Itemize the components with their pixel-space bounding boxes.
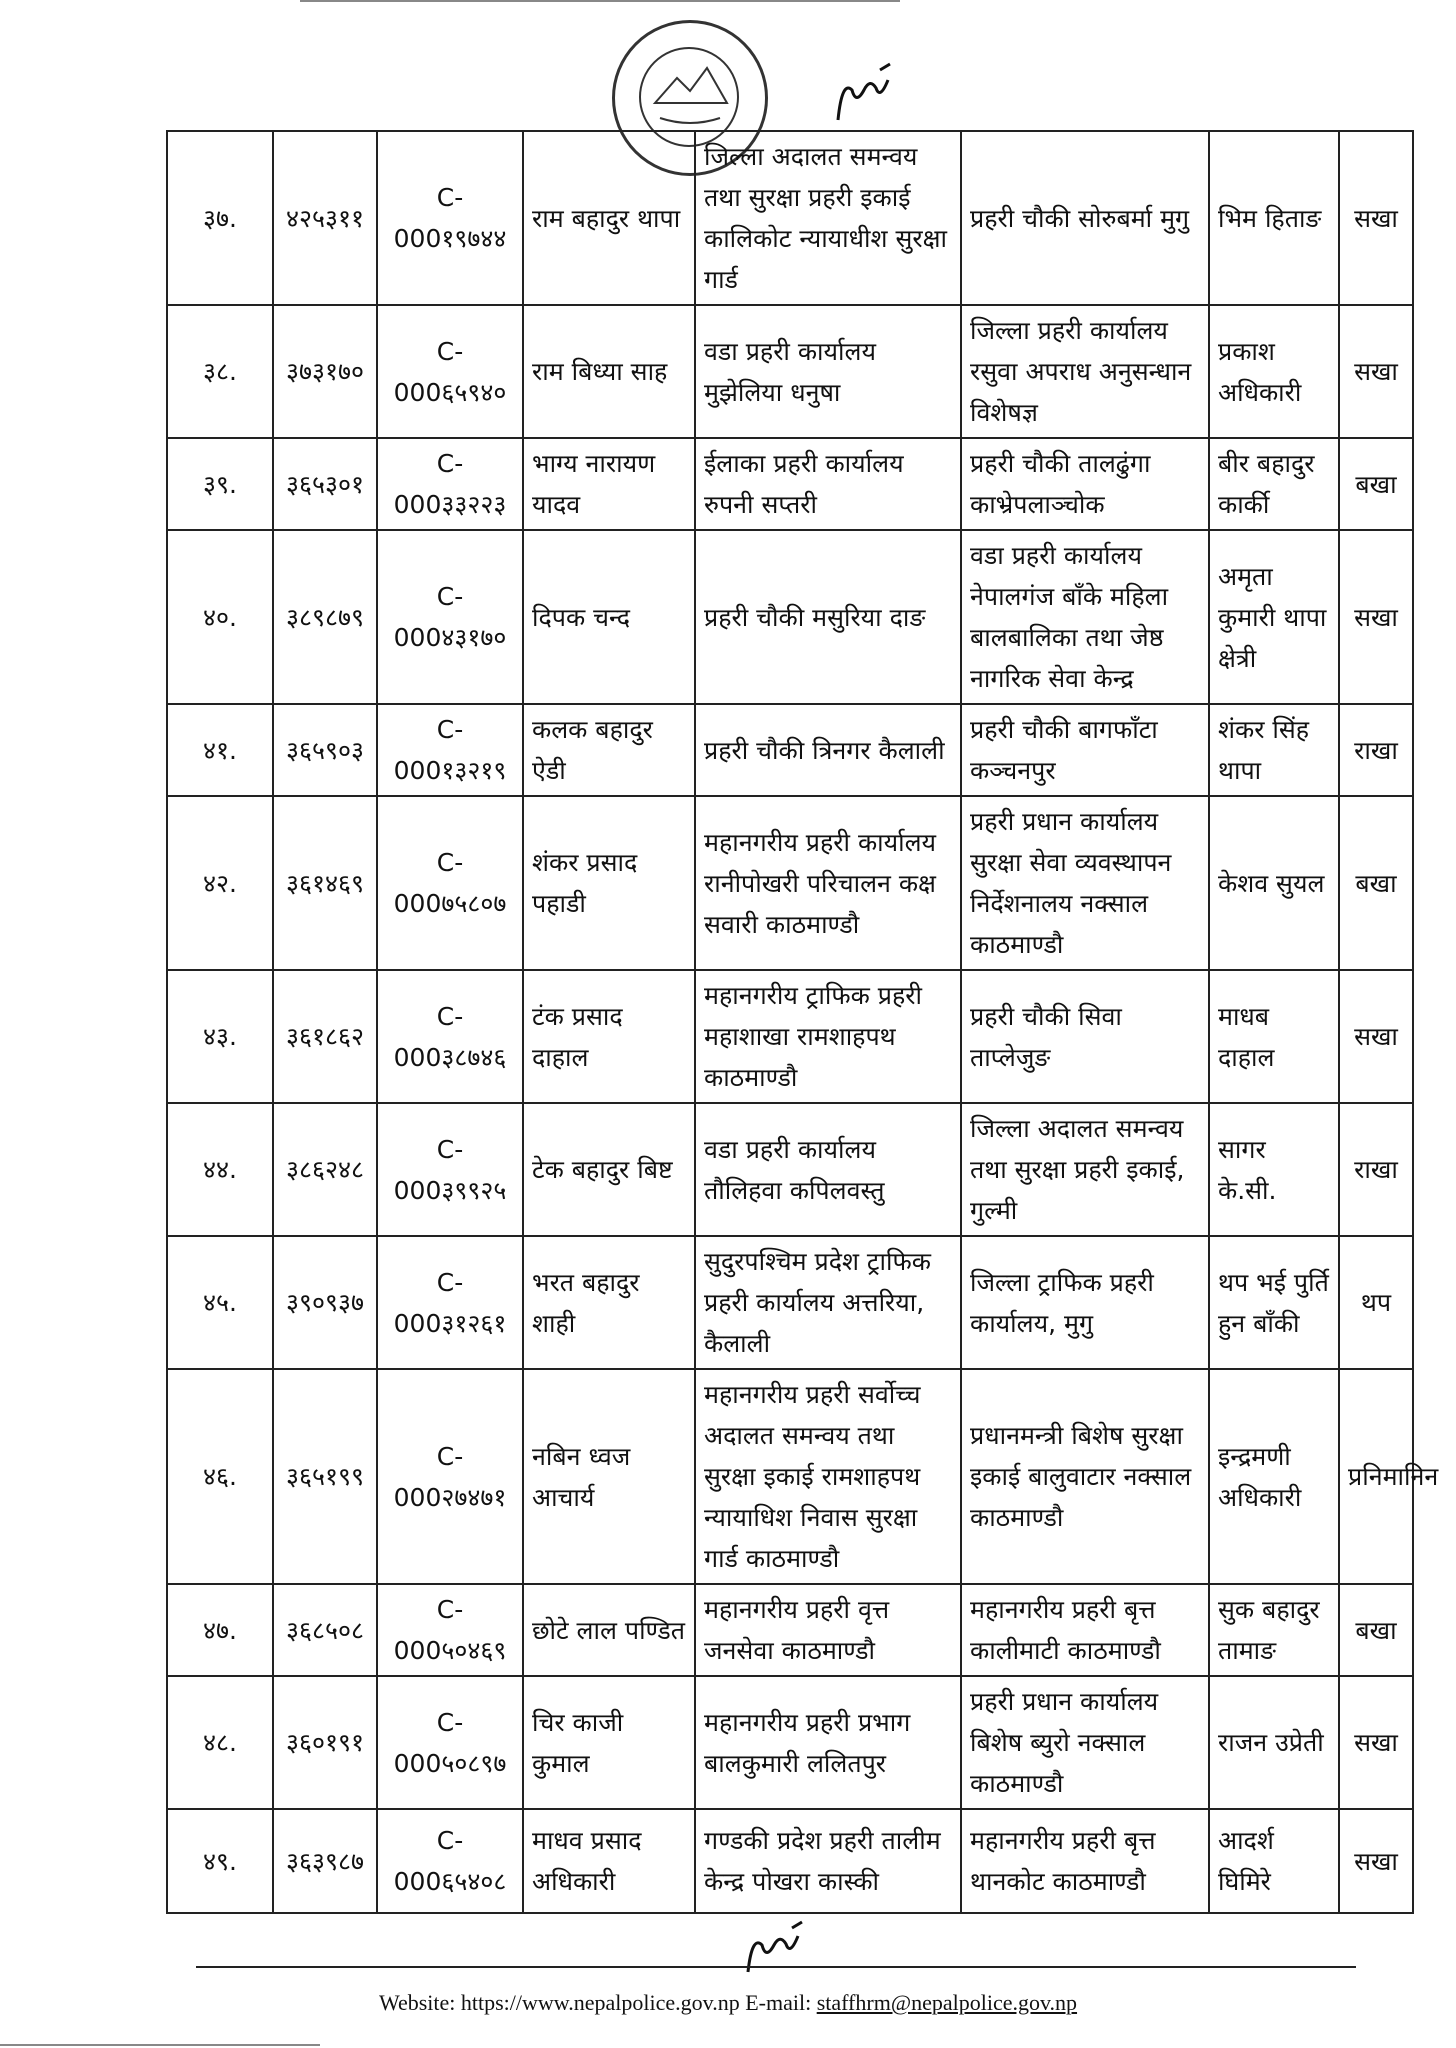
- transfer-office-cell: प्रधानमन्त्री बिशेष सुरक्षा इकाई बालुवाटार नक्साल काठमाण्डौ: [961, 1369, 1209, 1584]
- transfer-office-cell: प्रहरी प्रधान कार्यालय सुरक्षा सेवा व्यवस्थापन निर्देशनालय नक्साल काठमाण्डौ: [961, 796, 1209, 970]
- swap-person-cell: सुक बहादुर तामाङ: [1209, 1584, 1339, 1676]
- employee-number-cell: ३६०१९१: [273, 1676, 377, 1809]
- swap-person-cell: प्रकाश अधिकारी: [1209, 305, 1339, 438]
- remark-cell: राखा: [1339, 1103, 1413, 1236]
- footer: [0, 1990, 1456, 2016]
- current-office-cell: महानगरीय प्रहरी कार्यालय रानीपोखरी परिचालन कक्ष सवारी काठमाण्डौ: [695, 796, 961, 970]
- employee-number-cell: ३६५३०१: [273, 438, 377, 530]
- transfer-office-cell: महानगरीय प्रहरी बृत्त थानकोट काठमाण्डौ: [961, 1809, 1209, 1913]
- swap-person-cell: माधब दाहाल: [1209, 970, 1339, 1103]
- sanket-id-cell: C-000४३१७०: [377, 530, 523, 704]
- table-row: [167, 704, 1413, 796]
- swap-person-cell: इन्द्रमणी अधिकारी: [1209, 1369, 1339, 1584]
- current-office-cell: प्रहरी चौकी मसुरिया दाङ: [695, 530, 961, 704]
- swap-person-cell: आदर्श घिमिरे: [1209, 1809, 1339, 1913]
- transfer-office-cell: प्रहरी चौकी सिवा ताप्लेजुङ: [961, 970, 1209, 1103]
- sanket-id-cell: C-000७५८०७: [377, 796, 523, 970]
- table-row: [167, 1584, 1413, 1676]
- name-cell: माधव प्रसाद अधिकारी: [523, 1809, 695, 1913]
- current-office-cell: प्रहरी चौकी त्रिनगर कैलाली: [695, 704, 961, 796]
- current-office-cell: महानगरीय प्रहरी प्रभाग बालकुमारी ललितपुर: [695, 1676, 961, 1809]
- transfer-office-cell: प्रहरी चौकी बागफाँटा कञ्चनपुर: [961, 704, 1209, 796]
- swap-person-cell: भिम हिताङ: [1209, 131, 1339, 305]
- name-cell: टेक बहादुर बिष्ट: [523, 1103, 695, 1236]
- remark-cell: सखा: [1339, 1676, 1413, 1809]
- sanket-id-cell: C-000२७४७१: [377, 1369, 523, 1584]
- table-row: [167, 131, 1413, 305]
- name-cell: दिपक चन्द: [523, 530, 695, 704]
- signature-bottom-icon: [740, 1920, 810, 1980]
- transfer-office-cell: महानगरीय प्रहरी बृत्त कालीमाटी काठमाण्डौ: [961, 1584, 1209, 1676]
- sanket-id-cell: C-000३१२६१: [377, 1236, 523, 1369]
- serial-number-cell: ४७.: [167, 1584, 273, 1676]
- employee-number-cell: ३६५१९९: [273, 1369, 377, 1584]
- bottom-rule: [0, 2044, 320, 2046]
- serial-number-cell: ४३.: [167, 970, 273, 1103]
- serial-number-cell: ४०.: [167, 530, 273, 704]
- sanket-id-cell: C-000५०८९७: [377, 1676, 523, 1809]
- table-row: [167, 1676, 1413, 1809]
- serial-number-cell: ४२.: [167, 796, 273, 970]
- serial-number-cell: ४९.: [167, 1809, 273, 1913]
- employee-number-cell: ३६१४६९: [273, 796, 377, 970]
- swap-person-cell: केशव सुयल: [1209, 796, 1339, 970]
- name-cell: भरत बहादुर शाही: [523, 1236, 695, 1369]
- sanket-id-cell: C-000६५९४०: [377, 305, 523, 438]
- remark-cell: राखा: [1339, 704, 1413, 796]
- current-office-cell: महानगरीय ट्राफिक प्रहरी महाशाखा रामशाहपथ काठमाण्डौ: [695, 970, 961, 1103]
- employee-number-cell: ३८६२४८: [273, 1103, 377, 1236]
- serial-number-cell: ३७.: [167, 131, 273, 305]
- remark-cell: बखा: [1339, 796, 1413, 970]
- employee-number-cell: ३९०९३७: [273, 1236, 377, 1369]
- name-cell: टंक प्रसाद दाहाल: [523, 970, 695, 1103]
- employee-number-cell: ३६८५०८: [273, 1584, 377, 1676]
- current-office-cell: महानगरीय प्रहरी वृत्त जनसेवा काठमाण्डौ: [695, 1584, 961, 1676]
- transfer-office-cell: जिल्ला अदालत समन्वय तथा सुरक्षा प्रहरी इकाई, गुल्मी: [961, 1103, 1209, 1236]
- name-cell: राम बहादुर थापा: [523, 131, 695, 305]
- remark-cell: प्रनिमानिन: [1339, 1369, 1413, 1584]
- remark-cell: सखा: [1339, 1809, 1413, 1913]
- signature-icon: [830, 60, 900, 130]
- table-row: [167, 970, 1413, 1103]
- serial-number-cell: ३९.: [167, 438, 273, 530]
- name-cell: भाग्य नारायण यादव: [523, 438, 695, 530]
- table-row: [167, 305, 1413, 438]
- website-label: Website:: [378, 1990, 456, 2015]
- email-link[interactable]: staffhrm@nepalpolice.gov.np: [816, 1990, 1078, 2015]
- transfer-office-cell: वडा प्रहरी कार्यालय नेपालगंज बाँके महिला बालबालिका तथा जेष्ठ नागरिक सेवा केन्द्र: [961, 530, 1209, 704]
- table-row: [167, 1236, 1413, 1369]
- transfer-table: [166, 130, 1439, 1914]
- current-office-cell: जिल्ला अदालत समन्वय तथा सुरक्षा प्रहरी इकाई कालिकोट न्यायाधीश सुरक्षा गार्ड: [695, 131, 961, 305]
- transfer-office-cell: प्रहरी चौकी तालढुंगा काभ्रेपलाञ्चोक: [961, 438, 1209, 530]
- current-office-cell: ईलाका प्रहरी कार्यालय रुपनी सप्तरी: [695, 438, 961, 530]
- swap-person-cell: बीर बहादुर कार्की: [1209, 438, 1339, 530]
- employee-number-cell: ३६१८६२: [273, 970, 377, 1103]
- swap-person-cell: अमृता कुमारी थापा क्षेत्री: [1209, 530, 1339, 704]
- current-office-cell: वडा प्रहरी कार्यालय तौलिहवा कपिलवस्तु: [695, 1103, 961, 1236]
- remark-cell: सखा: [1339, 530, 1413, 704]
- name-cell: छोटे लाल पण्डित: [523, 1584, 695, 1676]
- remark-cell: बखा: [1339, 438, 1413, 530]
- name-cell: नबिन ध्वज आचार्य: [523, 1369, 695, 1584]
- footer-rule: [196, 1966, 1356, 1968]
- table-row: [167, 1809, 1413, 1913]
- current-office-cell: सुदुरपश्चिम प्रदेश ट्राफिक प्रहरी कार्यालय अत्तरिया, कैलाली: [695, 1236, 961, 1369]
- sanket-id-cell: C-000३८७४६: [377, 970, 523, 1103]
- swap-person-cell: राजन उप्रेती: [1209, 1676, 1339, 1809]
- serial-number-cell: ४६.: [167, 1369, 273, 1584]
- employee-number-cell: ३६५९०३: [273, 704, 377, 796]
- top-rule: [300, 0, 900, 2]
- serial-number-cell: ४८.: [167, 1676, 273, 1809]
- sanket-id-cell: C-000५०४६९: [377, 1584, 523, 1676]
- remark-cell: सखा: [1339, 131, 1413, 305]
- website-link[interactable]: https://www.nepalpolice.gov.np: [460, 1990, 740, 2015]
- name-cell: चिर काजी कुमाल: [523, 1676, 695, 1809]
- serial-number-cell: ४४.: [167, 1103, 273, 1236]
- remark-cell: सखा: [1339, 305, 1413, 438]
- sanket-id-cell: C-000६५४०८: [377, 1809, 523, 1913]
- serial-number-cell: ४१.: [167, 704, 273, 796]
- sanket-id-cell: C-000१३२१९: [377, 704, 523, 796]
- swap-person-cell: शंकर सिंह थापा: [1209, 704, 1339, 796]
- remark-cell: सखा: [1339, 970, 1413, 1103]
- table-row: [167, 530, 1413, 704]
- table-row: [167, 796, 1413, 970]
- remark-cell: बखा: [1339, 1584, 1413, 1676]
- remark-cell: थप: [1339, 1236, 1413, 1369]
- table-row: [167, 1103, 1413, 1236]
- transfer-office-cell: प्रहरी चौकी सोरुबर्मा मुगु: [961, 131, 1209, 305]
- name-cell: कलक बहादुर ऐडी: [523, 704, 695, 796]
- current-office-cell: गण्डकी प्रदेश प्रहरी तालीम केन्द्र पोखरा कास्की: [695, 1809, 961, 1913]
- employee-number-cell: ४२५३११: [273, 131, 377, 305]
- current-office-cell: वडा प्रहरी कार्यालय मुझेलिया धनुषा: [695, 305, 961, 438]
- name-cell: शंकर प्रसाद पहाडी: [523, 796, 695, 970]
- transfer-office-cell: प्रहरी प्रधान कार्यालय बिशेष ब्युरो नक्साल काठमाण्डौ: [961, 1676, 1209, 1809]
- table-row: [167, 438, 1413, 530]
- transfer-office-cell: जिल्ला ट्राफिक प्रहरी कार्यालय, मुगु: [961, 1236, 1209, 1369]
- sanket-id-cell: C-000३९९२५: [377, 1103, 523, 1236]
- serial-number-cell: ४५.: [167, 1236, 273, 1369]
- email-label: E-mail:: [745, 1990, 812, 2015]
- employee-number-cell: ३७३१७०: [273, 305, 377, 438]
- transfer-office-cell: जिल्ला प्रहरी कार्यालय रसुवा अपराध अनुसन्धान विशेषज्ञ: [961, 305, 1209, 438]
- swap-person-cell: सागर के.सी.: [1209, 1103, 1339, 1236]
- employee-number-cell: ३८९८७९: [273, 530, 377, 704]
- serial-number-cell: ३८.: [167, 305, 273, 438]
- name-cell: राम बिध्या साह: [523, 305, 695, 438]
- sanket-id-cell: C-000३३२२३: [377, 438, 523, 530]
- employee-number-cell: ३६३९८७: [273, 1809, 377, 1913]
- swap-person-cell: थप भई पुर्ति हुन बाँकी: [1209, 1236, 1339, 1369]
- sanket-id-cell: C-000१९७४४: [377, 131, 523, 305]
- current-office-cell: महानगरीय प्रहरी सर्वोच्च अदालत समन्वय तथा सुरक्षा इकाई रामशाहपथ न्यायाधिश निवास सुरक्षा गार्ड काठमाण्डौ: [695, 1369, 961, 1584]
- table-row: [167, 1369, 1413, 1584]
